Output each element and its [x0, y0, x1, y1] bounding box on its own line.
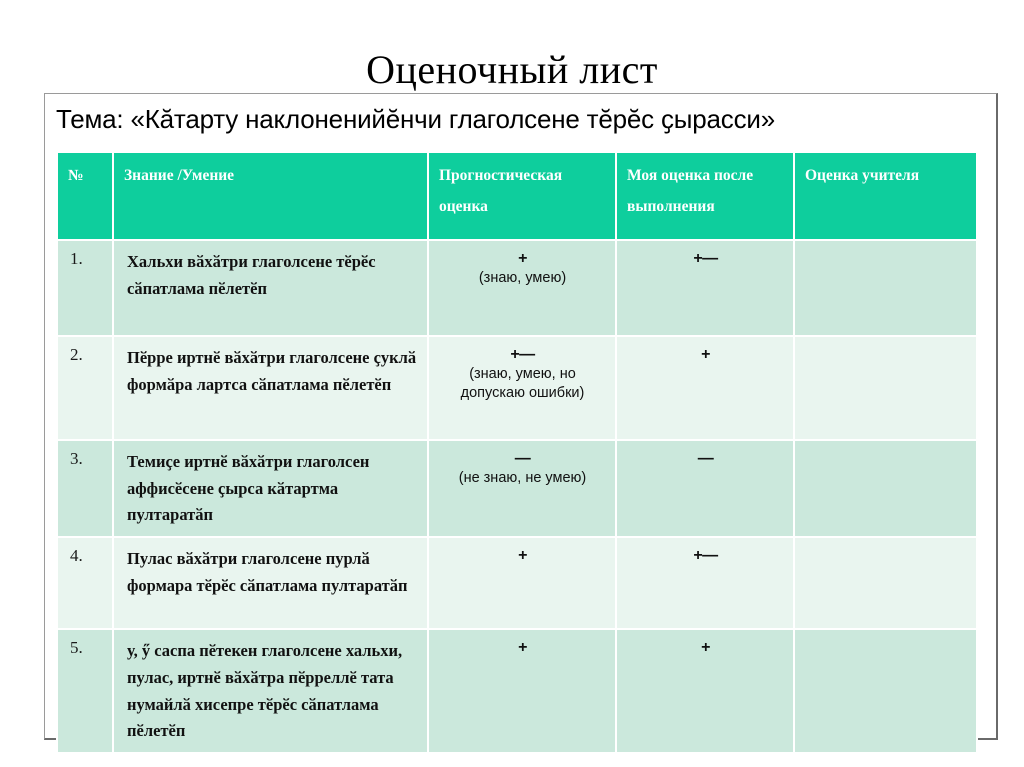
column-header-prognostic: Прогностическая оценка	[428, 152, 616, 240]
table-header-row	[57, 152, 977, 240]
table-row	[57, 440, 977, 537]
row-skill: Пӗрре иртнӗ вӑхӑтри глаголсене ҫуклӑ формӑра лартса сӑпатлама пӗлетӗп	[113, 336, 428, 440]
row-skill: у, ӳ саспа пӗтекен глаголсене хальхи, пулас, иртнӗ вӑхӑтра пӗрреллӗ тата нумайлӑ хисепре тӗрӗс сӑпатлама пӗлетӗп	[113, 629, 428, 753]
row-teacher-mark[interactable]	[794, 537, 977, 629]
row-prognostic-mark[interactable]	[428, 336, 616, 440]
row-number: 3.	[57, 440, 113, 537]
self-symbol: —	[697, 450, 714, 467]
row-teacher-mark[interactable]	[794, 240, 977, 336]
table-row	[57, 336, 977, 440]
topic-subtitle: Тема: «Кӑтарту наклоненийӗнчи глаголсене тӗрӗс ҫырасси»	[56, 104, 775, 134]
column-header-number: №	[57, 152, 113, 240]
table-row	[57, 240, 977, 336]
self-symbol: +	[701, 346, 710, 363]
row-prognostic-mark[interactable]	[428, 629, 616, 753]
assessment-table	[56, 151, 978, 754]
row-teacher-mark[interactable]	[794, 336, 977, 440]
row-skill: Пулас вӑхӑтри глаголсене пурлӑ формара тӗрӗс сӑпатлама пултаратӑп	[113, 537, 428, 629]
prognostic-symbol: +	[518, 639, 527, 657]
prognostic-note: (знаю, умею, но допускаю ошибки)	[460, 366, 585, 401]
row-prognostic-mark[interactable]	[428, 240, 616, 336]
prognostic-symbol: +—	[510, 346, 535, 363]
self-symbol: +—	[693, 547, 718, 565]
row-self-mark[interactable]	[616, 440, 794, 537]
column-header-skill: Знание /Умение	[113, 152, 428, 240]
row-self-mark[interactable]	[616, 629, 794, 753]
prognostic-symbol: +	[518, 250, 527, 267]
row-number: 2.	[57, 336, 113, 440]
table-row	[57, 537, 977, 629]
table-body	[57, 240, 977, 753]
row-number: 5.	[57, 629, 113, 753]
table-header	[57, 152, 977, 240]
prognostic-note: (знаю, умею)	[478, 270, 567, 287]
self-symbol: +—	[693, 250, 718, 267]
row-skill: Хальхи вӑхӑтри глаголсене тӗрӗс сӑпатлама пӗлетӗп	[113, 240, 428, 336]
row-self-mark[interactable]	[616, 537, 794, 629]
page-title: Оценочный лист	[366, 46, 658, 92]
row-prognostic-mark[interactable]	[428, 440, 616, 537]
row-number: 4.	[57, 537, 113, 629]
prognostic-note: (не знаю, не умею)	[458, 470, 587, 487]
row-self-mark[interactable]	[616, 240, 794, 336]
column-header-self-assessment: Моя оценка после выполнения	[616, 152, 794, 240]
self-symbol: +	[701, 639, 710, 657]
row-prognostic-mark[interactable]	[428, 537, 616, 629]
prognostic-symbol: —	[514, 450, 531, 467]
table-row	[57, 629, 977, 753]
row-skill: Темиҫе иртнӗ вӑхӑтри глаголсен аффисӗсене ҫырса кӑтартма пултаратӑп	[113, 440, 428, 537]
row-number: 1.	[57, 240, 113, 336]
column-header-teacher-assessment: Оценка учителя	[794, 152, 977, 240]
prognostic-symbol: +	[518, 547, 527, 565]
row-teacher-mark[interactable]	[794, 629, 977, 753]
row-teacher-mark[interactable]	[794, 440, 977, 537]
row-self-mark[interactable]	[616, 336, 794, 440]
